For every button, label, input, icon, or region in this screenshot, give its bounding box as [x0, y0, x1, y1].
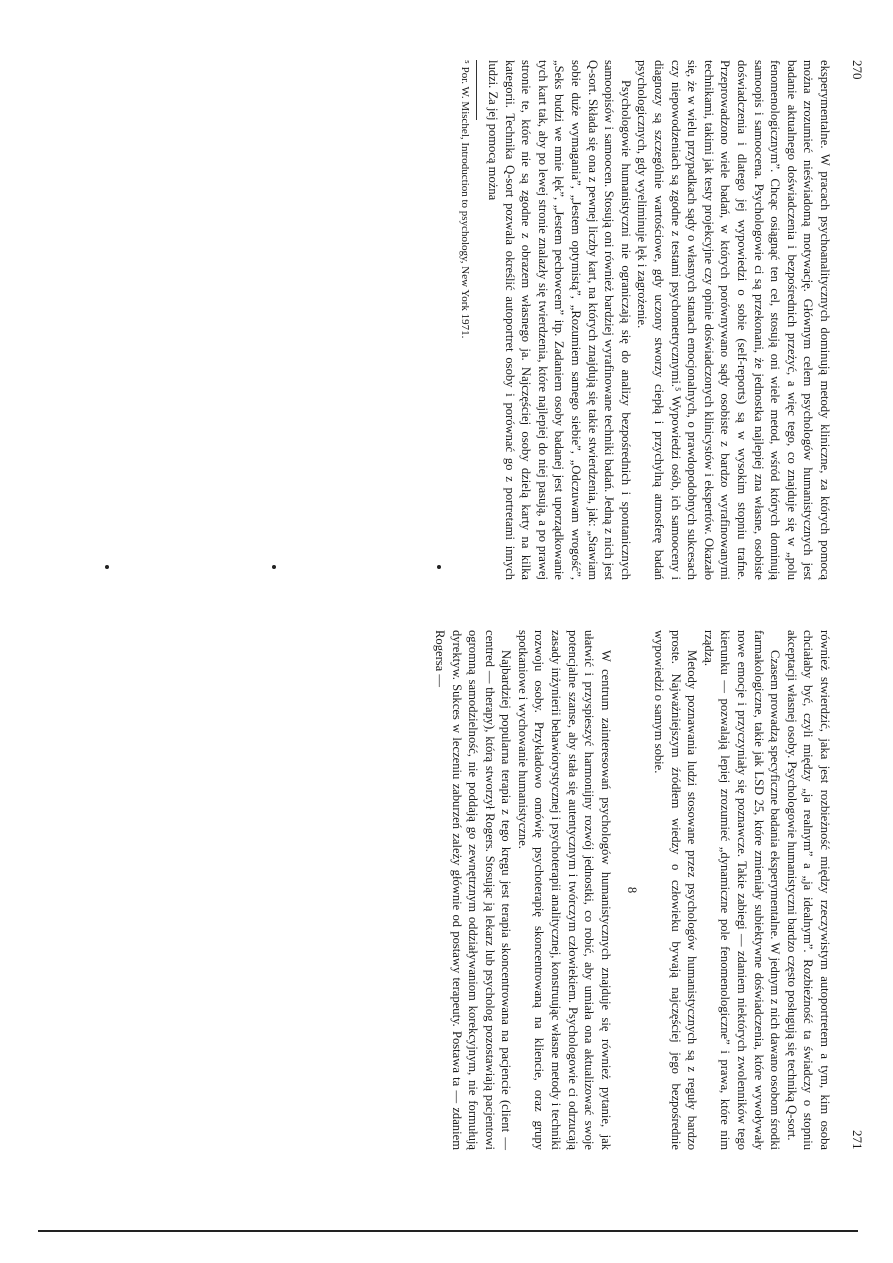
paragraph: Czasem prowadzą specyficzne badania eksperymentalne. W jednym z nich dawano osobom środki farmakologiczne, takie jak LSD 25, które zmieniały subiektywne doświadczenia, które wywoływały nowe emocje i przyczyniały się poznawcze. Takie zabiegi — zdaniem niektórych zwolenników tego kierunku — pozwalają lepiej zrozumieć „dynamiczne pole fenomenologiczne” i prawa, które nim rządzą.	[701, 630, 783, 1150]
left-page-number: 270	[850, 60, 865, 80]
paragraph: W centrum zainteresowań psychologów humanistycznych znajduje się również pytanie, jak ułatwić i przyspieszyć harmonijny rozwój jednostki, co robić, aby umiała ona aktualizować swoje potencjalne szanse, aby stała się autentycznym i twórczym człowiekiem. Psychologowie ci odrzucają zasady inżynierii behawiorystycznej i psychoterapii analitycznej, konstruując własne metody i techniki rozwoju osoby. Przykładowo omówię psychoterapię skoncentrowaną na kliencie, oraz grupy spotkaniowe i wychowanie humanistyczne.	[515, 630, 613, 1150]
paragraph: Psychologowie humanistyczni nie ograniczają się do analizy bezpośrednich i spontanicznych samoopisów i samoocen. Stosują oni również bardziej wyrafinowane techniki badań. Jedną z nich jest Q-sort. Składa się ona z pewnej liczby kart, na których znajdują się takie stwierdzenia, jak: „Stawiam sobie duże wymagania”, „Jestem optymistą”, „Rozumiem samego siebie”, „Odczuwam wrogość”, „Seks budzi we mnie lęk”, „Jestem pechowcem” itp. Zadaniem osoby badanej jest uporządkowanie tych kart tak, aby po lewej stronie znalazły się twierdzenia, które najlepiej do niej pasują, a po prawej stronie te, które nie są zgodne z obrazem własnego ja. Najczęściej osoby dzielą karty na kilka kategorii. Technika Q-sort pozwala określić autoportret osoby i porównać go z portretami innych ludzi. Za jej pomocą można	[486, 60, 633, 580]
section-number: 8	[625, 886, 640, 894]
gutter-line	[38, 1230, 858, 1232]
scan-speck	[105, 565, 109, 569]
right-page-number: 271	[850, 1130, 865, 1150]
footnote: ⁵ Por. W. Mischel, Introduction to psychology, New York 1971.	[458, 60, 471, 339]
scan-speck	[437, 565, 441, 569]
left-page	[458, 60, 833, 580]
paragraph: również stwierdzić, jaka jest rozbieżność między rzeczywistym autoportretem a tym, kim osoba chciałaby być, czyli między „ja realnym” a „ja idealnym”. Rozbieżność ta świadczy o stopniu akceptacji własnej osoby. Psychologowie humanistyczni bardzo często posługują się techniką Q-sort.	[784, 630, 832, 1150]
right-page	[431, 630, 833, 1150]
scan-speck	[272, 565, 276, 569]
paragraph: Metody poznawania ludzi stosowane przez psychologów humanistycznych są z reguły bardzo proste. Najważniejszym źródłem wiedzy o człowieku bywają najczęściej jego bezpośrednie wypowiedzi o samym sobie.	[652, 630, 700, 1150]
paragraph: Najbardziej popularna terapia z tego kręgu jest terapia skoncentrowana na pacjencie (client — centred — therapy), którą stworzył Rogers. Stosując ją lekarz lub psycholog pozostawiają pacjentowi ogromną samodzielność, nie poddają go zewnętrznym oddziaływaniom korekcyjnym, nie formułują dyrektyw. Sukces w leczeniu zaburzeń zależy głównie od postawy terapeuty. Postawa ta — zdaniem Rogersa —	[432, 630, 514, 1150]
footnote-rule	[476, 60, 477, 120]
paragraph: eksperymentalne. W pracach psychoanalitycznych dominują metody kliniczne, za których pomocą można zrozumieć nieświadomą motywację. Głównym celem psychologów humanistycznych jest badanie aktualnego doświadczenia i bezpośrednich przeżyć, a więc tego, co znajduje się w „polu fenomenologicznym”. Chcąc osiągnąć ten cel, stosują oni wiele metod, wśród których dominują samoopis i samoocena. Psychologowie ci są przekonani, że jednostka najlepiej zna własne, osobiste doświadczenia i dlatego jej wypowiedzi o sobie (self-reports) są w wysokim stopniu trafne. Przeprowadzono wiele badań, w których porównywano sądy osobiste z bardzo wyrafinowanymi technikami, takimi jak testy projekcyjne czy opinie doświadczonych klinicystów i ekspertów. Okazało się, że w wielu przypadkach sądy o własnych stanach emocjonalnych, o prawdopodobnych sukcesach czy niepowodzeniach są zgodne z testami psychometrycznymi.⁵ Wypowiedzi osób, ich samooceny i diagnozy są szczególnie wartościowe, gdy uczony stworzy ciepłą i przychylną atmosferę badań psychologicznych, gdy wyeliminuje lęk i zagrożenie.	[635, 60, 832, 580]
